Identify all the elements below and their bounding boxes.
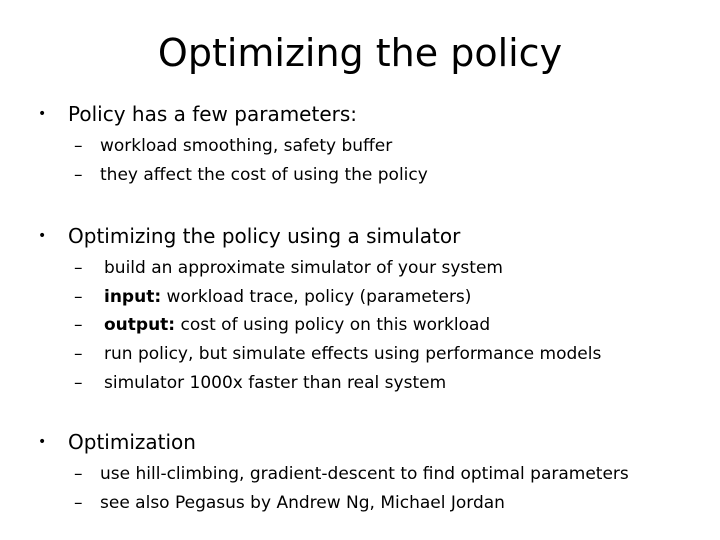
- dash-icon: –: [74, 344, 83, 364]
- dash-icon: –: [74, 373, 83, 393]
- dash-icon: –: [74, 464, 83, 484]
- sub-item-text: workload smoothing, safety buffer: [100, 136, 393, 156]
- sub-item-bold: output:: [104, 315, 176, 335]
- sub-item-text: [104, 313, 490, 337]
- dash-icon: –: [74, 287, 83, 307]
- bullet-icon: •: [38, 228, 47, 244]
- bullet-text: Policy has a few parameters:: [68, 102, 358, 126]
- bullet-text: Optimizing the policy using a simulator: [68, 224, 461, 248]
- bullet-text: Optimization: [68, 430, 196, 454]
- sub-item-text: run policy, but simulate effects using performance models: [104, 344, 602, 364]
- sub-item-text: use hill-climbing, gradient-descent to find optimal parameters: [100, 464, 629, 484]
- slide-title: Optimizing the policy: [157, 31, 563, 75]
- sub-item-text: build an approximate simulator of your system: [104, 258, 503, 278]
- sub-item-bold: input:: [104, 287, 162, 307]
- bullet-icon: •: [38, 434, 47, 450]
- sub-item-rest: workload trace, policy (parameters): [161, 287, 472, 307]
- sub-item-rest: cost of using policy on this workload: [175, 315, 491, 335]
- dash-icon: –: [74, 136, 83, 156]
- sub-item-text: they affect the cost of using the policy: [100, 165, 428, 185]
- sub-item-text: see also Pegasus by Andrew Ng, Michael Jordan: [100, 493, 505, 513]
- sub-item-text: simulator 1000x faster than real system: [104, 373, 447, 393]
- bullet-icon: •: [38, 106, 47, 122]
- sub-item-text: [104, 285, 471, 309]
- dash-icon: –: [74, 493, 83, 513]
- dash-icon: –: [74, 165, 83, 185]
- dash-icon: –: [74, 315, 83, 335]
- dash-icon: –: [74, 258, 83, 278]
